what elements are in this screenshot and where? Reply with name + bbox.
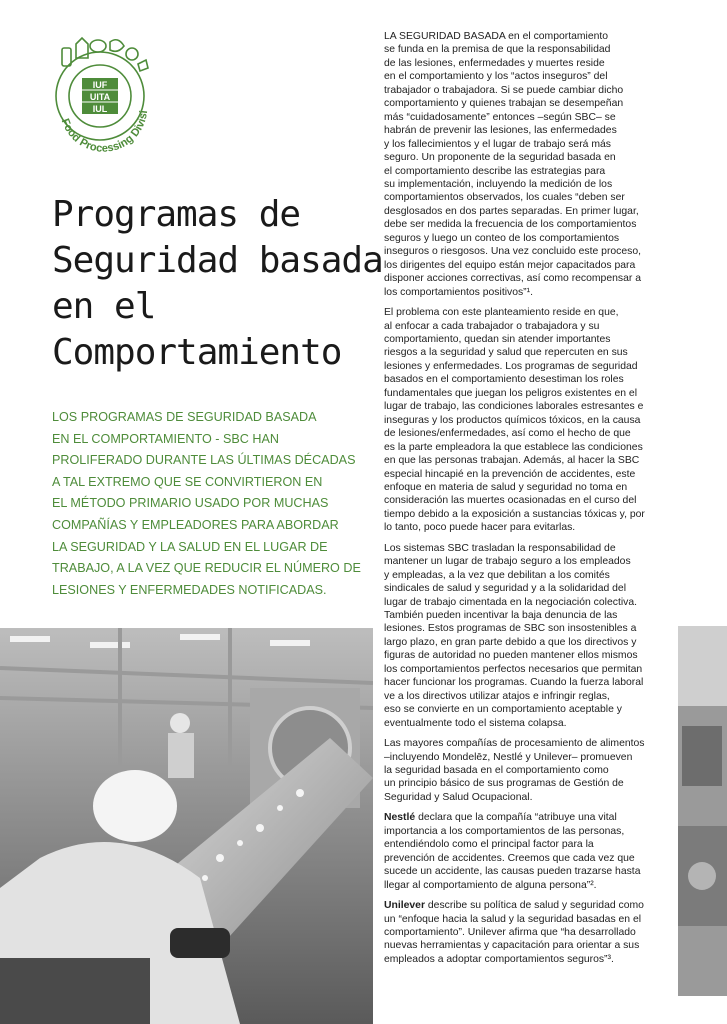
- body-line: eventualmente todo el sistema colapsa.: [384, 717, 567, 729]
- logo-text-iuf: IUF: [92, 80, 108, 90]
- body-line: tiempo debido a la exposición a sustancias tóxicas y, por: [384, 508, 645, 520]
- body-line: entendiéndolo como el principal factor para la: [384, 839, 594, 851]
- body-line: en que las personas trabajan. Además, al hacer la SBC: [384, 455, 640, 467]
- body-line: largo plazo, en gran parte debido a que los directivos y: [384, 636, 637, 648]
- intro-line: LESIONES Y ENFERMEDADES NOTIFICADAS.: [52, 582, 327, 597]
- logo-text-iul: IUL: [92, 104, 108, 114]
- body-line: hacer funcionar los programas. Cuando la fuerza laboral: [384, 677, 644, 689]
- body-line: sucede un accidente, las causas pueden trazarse hasta: [384, 866, 641, 878]
- body-line: nuevas herramientas y capacitación para orientar a sus: [384, 940, 640, 952]
- body-line: sindicales de salud y seguridad y a la solidaridad del: [384, 583, 627, 595]
- body-line: mantener un lugar de trabajo seguro a los empleados: [384, 556, 631, 568]
- body-line: el comportamiento describe las estrategias para: [384, 165, 606, 177]
- company-name: Unilever: [384, 900, 426, 912]
- body-line: El problema con este planteamiento reside en que,: [384, 307, 619, 319]
- body-line: –incluyendo Mondelēz, Nestlé y Unilever– promueven: [384, 751, 633, 763]
- body-line: especial hincapié en la prevención de accidentes, este: [384, 468, 636, 480]
- body-line: seguros y luego un conteo de los comportamientos: [384, 232, 620, 244]
- body-paragraph: [384, 30, 664, 299]
- body-line: [384, 899, 664, 912]
- body-paragraph: [384, 811, 664, 892]
- intro-line: LOS PROGRAMAS DE SEGURIDAD BASADA: [52, 410, 317, 424]
- body-line-text: describe su política de salud y seguridad como: [425, 900, 644, 912]
- body-line: seguro. Un proponente de la seguridad basada en: [384, 152, 616, 164]
- body-line: un principio básico de sus programas de Gestión de: [384, 778, 624, 790]
- body-line: su implementación, incluyendo la medición de los: [384, 178, 613, 190]
- body-line: habrán de prevenir las lesiones, las enfermedades: [384, 125, 617, 137]
- page-title: [52, 192, 383, 376]
- intro-text: [52, 407, 372, 601]
- body-line: riesgos a la seguridad y salud que repercuten en sus: [384, 347, 628, 359]
- body-line: es la parte empleadora la que establece las condiciones: [384, 441, 643, 453]
- body-line: importancia a los comportamientos de las personas,: [384, 825, 625, 837]
- body-line: comportamiento, quedan sin atender importantes: [384, 333, 611, 345]
- intro-line: EN EL COMPORTAMIENTO - SBC HAN: [52, 431, 279, 446]
- body-line: disponer acciones correctivas, así como recompensar a: [384, 273, 641, 285]
- title-line: Seguridad basada: [52, 240, 383, 281]
- body-line: lugar de trabajo cimentada en la negociación colectiva.: [384, 596, 637, 608]
- body-line: inseguras y los productos químicos tóxicos, en la causa: [384, 414, 641, 426]
- body-line: comportamiento y quienes trabajan se desempeñan: [384, 98, 624, 110]
- body-line: consideración las muertes ocasionadas en el curso del: [384, 495, 637, 507]
- body-text-column: [384, 30, 664, 973]
- title-line: Comportamiento: [52, 332, 342, 373]
- iuf-food-processing-logo: [52, 34, 212, 154]
- body-line: Seguridad y Salud Ocupacional.: [384, 791, 533, 803]
- title-line: Programas de: [52, 194, 301, 235]
- body-line: eso se convierte en un comportamiento aceptable y: [384, 704, 622, 716]
- body-line: los comportamientos positivos”¹.: [384, 286, 533, 298]
- body-line: al enfocar a cada trabajador o trabajadora y su: [384, 320, 600, 332]
- intro-line: PROLIFERADO DURANTE LAS ÚLTIMAS DÉCADAS: [52, 453, 356, 468]
- body-line: llegar al comportamiento de alguna persona”².: [384, 879, 597, 891]
- body-line: la seguridad basada en el comportamiento como: [384, 765, 609, 777]
- body-line: los dirigentes del equipo están mejor capacitados para: [384, 259, 636, 271]
- body-line: inseguros o riesgosos. Una vez concluido este proceso,: [384, 246, 642, 258]
- intro-line: LA SEGURIDAD Y LA SALUD EN EL LUGAR DE: [52, 539, 328, 554]
- body-line: enfoque en materia de salud y seguridad no toma en: [384, 481, 628, 493]
- body-line: lesiones y enfermedades. Los programas de seguridad: [384, 360, 638, 372]
- body-line: prevención de accidentes. Creemos que cada vez que: [384, 852, 635, 864]
- factory-photo-right-edge: [678, 626, 727, 996]
- body-line: y los fallecimientos y el lugar de trabajo será más: [384, 138, 611, 150]
- body-paragraph: [384, 899, 664, 966]
- body-line: lugar de trabajo, las condiciones laborales estresantes e: [384, 401, 644, 413]
- body-line: También pueden incentivar la baja denuncia de las: [384, 610, 618, 622]
- body-line: lesiones. Estos programas de SBC son insostenibles a: [384, 623, 637, 635]
- body-line: los comportamientos perfectos necesarios que permitan: [384, 663, 643, 675]
- title-line: en el: [52, 286, 156, 327]
- body-line: debe ser medida la frecuencia de los comportamientos: [384, 219, 637, 231]
- intro-line: TRABAJO, A LA VEZ QUE REDUCIR EL NÚMERO DE: [52, 561, 361, 576]
- logo-text-uita: UITA: [89, 92, 111, 102]
- body-line: ve a los directivos utilizar atajos e infringir reglas,: [384, 690, 610, 702]
- body-line: un “enfoque hacia la salud y la seguridad basadas en el: [384, 913, 642, 925]
- body-line: Los sistemas SBC trasladan la responsabilidad de: [384, 542, 616, 554]
- company-name: Nestlé: [384, 812, 416, 824]
- body-line: y empleadas, a la vez que debilitan a los comités: [384, 569, 610, 581]
- body-line: figuras de autoridad no pueden mantener ellos mismos: [384, 650, 638, 662]
- body-line-text: declara que la compañía “atribuye una vital: [415, 812, 617, 824]
- body-line: desglosados en dos partes separadas. En primer lugar,: [384, 205, 639, 217]
- body-line: LA SEGURIDAD BASADA en el comportamiento: [384, 31, 609, 42]
- body-line: de las lesiones, enfermedades y muertes reside: [384, 57, 605, 69]
- body-paragraph: [384, 737, 664, 804]
- logo-arc-text: Food Processing Divisi: [58, 109, 151, 154]
- intro-line: COMPAÑÍAS Y EMPLEADORES PARA ABORDAR: [52, 517, 339, 532]
- body-line: lo tanto, poco puede hacer para evitarlas.: [384, 522, 576, 534]
- body-line: fundamentales que juegan los peligros existentes en el: [384, 387, 638, 399]
- body-paragraph: [384, 306, 664, 535]
- body-line: [384, 811, 664, 824]
- intro-line: A TAL EXTREMO QUE SE CONVIRTIERON EN: [52, 474, 323, 489]
- body-line: más “cuidadosamente” entonces –según SBC– se: [384, 111, 616, 123]
- body-line: comportamientos observados, los cuales “deben ser: [384, 192, 625, 204]
- body-line: trabajador o trabajadora. Si se puede cambiar dicho: [384, 84, 624, 96]
- body-line: comportamiento”. Unilever afirma que “ha desarrollado: [384, 927, 636, 938]
- body-line: se funda en la premisa de que la responsabilidad: [384, 44, 611, 56]
- intro-line: EL MÉTODO PRIMARIO USADO POR MUCHAS: [52, 496, 329, 511]
- body-line: basados en el comportamiento desestiman los roles: [384, 374, 624, 386]
- body-line: en el comportamiento y los “actos inseguros” del: [384, 71, 608, 83]
- body-paragraph: [384, 542, 664, 730]
- body-line: empleados a adoptar comportamientos seguros”³.: [384, 953, 614, 965]
- factory-photo: [0, 628, 373, 1024]
- body-line: de lesiones/enfermedades, así como el hecho de que: [384, 428, 631, 440]
- body-line: Las mayores compañías de procesamiento de alimentos: [384, 738, 645, 750]
